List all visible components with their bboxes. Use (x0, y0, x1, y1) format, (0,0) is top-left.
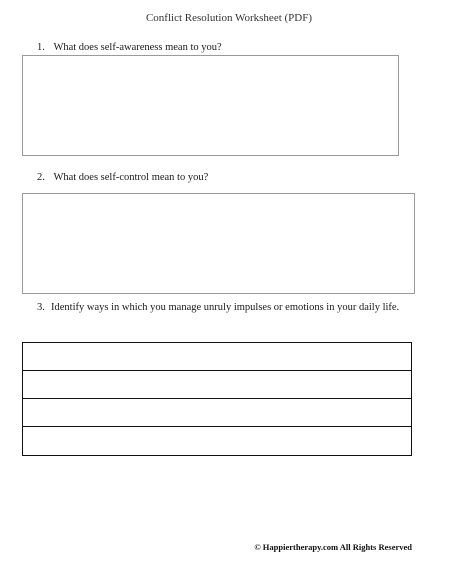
question-3 (37, 298, 417, 318)
answer-line-2[interactable] (23, 371, 411, 399)
answer-line-4[interactable] (23, 427, 411, 455)
answer-line-1[interactable] (23, 343, 411, 371)
answer-line-3[interactable] (23, 399, 411, 427)
question-3-text: Identify ways in which you manage unruly impulses or emotions in your daily life. (51, 302, 400, 313)
copyright-footer: © Happiertherapy.com All Rights Reserved (254, 542, 412, 552)
answer-box-2[interactable] (22, 193, 415, 294)
answer-box-1[interactable] (22, 55, 399, 156)
answer-grid-3 (22, 342, 412, 456)
worksheet-title: Conflict Resolution Worksheet (PDF) (145, 12, 313, 24)
question-2-number: 2. (37, 172, 45, 183)
question-3-number: 3. (37, 302, 45, 313)
question-1-number: 1. (37, 42, 45, 53)
question-2 (37, 168, 208, 188)
question-1-text: What does self-awareness mean to you? (53, 42, 222, 53)
question-2-text: What does self-control mean to you? (53, 172, 209, 183)
